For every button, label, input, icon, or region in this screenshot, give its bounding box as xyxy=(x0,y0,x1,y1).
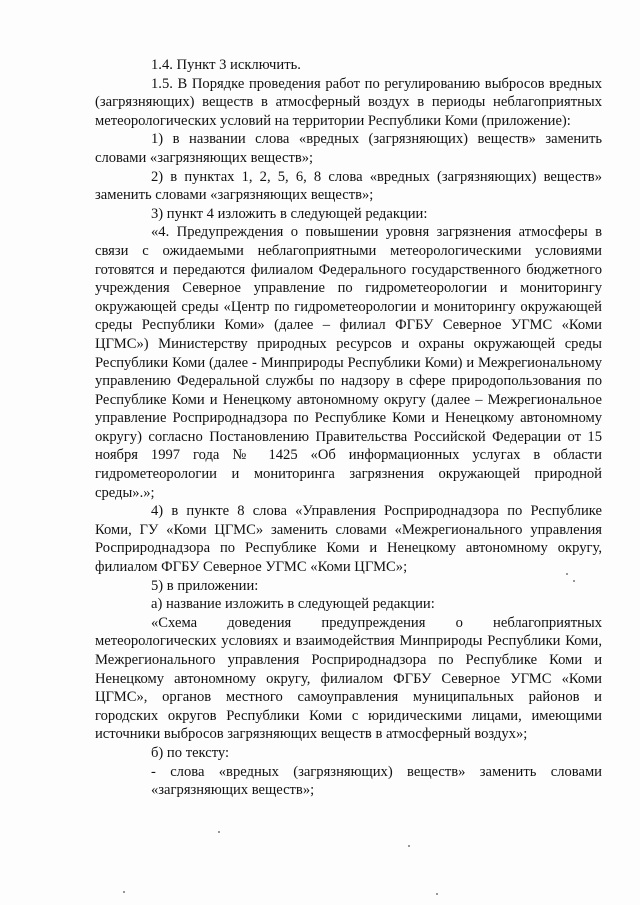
item-5a-quote: «Схема доведения предупреждения о неблагоприятных метеорологических условиях и взаимодействия Минприроды Республики Коми, Межрегионального управления Росприроднадзора по Республике Коми и Ненецкому автономному округу, филиалом ФГБУ Северное УГМС «Коми ЦГМС», органов местного самоуправления муниципальных районов и городских округов Республики Коми с юридическими лицами, имеющими источники выбросов загрязняющих веществ в атмосферный воздух»; xyxy=(95,614,602,743)
item-4: 4) в пункте 8 слова «Управления Росприроднадзора по Республике Коми, ГУ «Коми ЦГМС» заменить словами «Межрегионального управления Росприроднадзора по Республике Коми и Ненецкому автономному округу, филиалом ФГБУ Северное УГМС «Коми ЦГМС»; xyxy=(95,503,602,576)
item-5: 5) в приложении: xyxy=(151,577,259,594)
scan-speck xyxy=(408,845,410,847)
item-3-quote: «4. Предупреждения о повышении уровня загрязнения атмосферы в связи с ожидаемыми неблагоприятными метеорологическими условиями готовятся и передаются филиалом Федерального государственного бюджетного учреждения Северное управление по гидрометеорологии и мониторингу окружающей среды «Центр по гидрометеорологии и мониторингу окружающей среды Республики Коми» (далее – филиал ФГБУ Северное УГМС «Коми ЦГМС») Министерству природных ресурсов и охраны окружающей среды Республики Коми (далее - Минприроды Республики Коми) и Межрегиональному управлению Федеральной службы по надзору в сфере природопользования по Республике Коми и Ненецкому автономному округу (далее – Межрегиональное управление Росприроднадзора по Республике Коми и Ненецкому автономному округу) согласно Постановлению Правительства Российской Федерации от 15 ноября 1997 года № 1425 «Об информационных услугах в области гидрометеорологии и мониторинга загрязнения окружающей природной среды».»; xyxy=(95,224,602,501)
item-3: 3) пункт 4 изложить в следующей редакции: xyxy=(151,205,428,222)
scan-speck xyxy=(566,573,568,575)
item-5a: а) название изложить в следующей редакции: xyxy=(151,596,435,613)
scan-speck xyxy=(573,580,575,582)
paragraph-1-5: 1.5. В Порядке проведения работ по регулированию выбросов вредных (загрязняющих) веществ в атмосферный воздух в периоды неблагоприятных метеорологических условий на территории Республики Коми (приложение): xyxy=(95,75,602,129)
item-5b: б) по тексту: xyxy=(151,744,230,761)
scan-speck xyxy=(436,893,438,895)
item-5b-dash: - слова «вредных (загрязняющих) веществ» заменить словами xyxy=(151,763,602,780)
scan-speck xyxy=(218,831,220,833)
item-5b-dash-cont: «загрязняющих веществ»; xyxy=(151,782,315,799)
scan-speck xyxy=(123,891,125,893)
item-2: 2) в пунктах 1, 2, 5, 6, 8 слова «вредных (загрязняющих) веществ» заменить словами «загрязняющих веществ»; xyxy=(95,168,602,204)
paragraph-1-4: 1.4. Пункт 3 исключить. xyxy=(151,57,301,73)
item-1: 1) в названии слова «вредных (загрязняющих) веществ» заменить словами «загрязняющих веществ»; xyxy=(95,131,602,166)
document-body xyxy=(95,56,602,800)
